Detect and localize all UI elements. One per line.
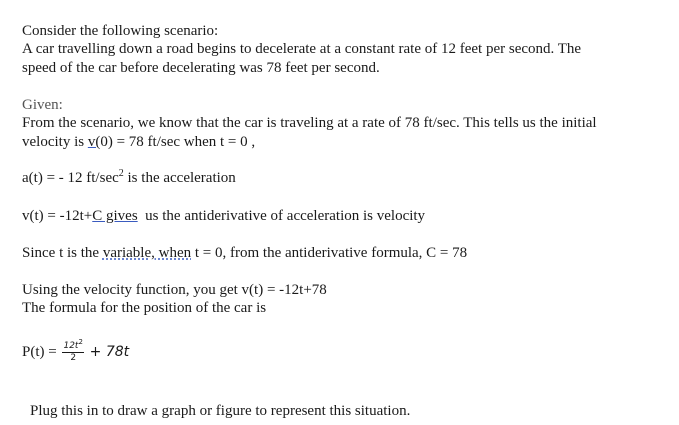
given-label: Given: bbox=[22, 97, 63, 113]
fraction-numerator: $12t^2$ bbox=[63, 338, 83, 352]
acceleration-line bbox=[22, 169, 236, 187]
intro-line-1: A car travelling down a road begins to decelerate at a constant rate of 12 feet per second. The bbox=[22, 41, 582, 57]
using-line-1: Using the velocity function, you get v(t) = -12t+78 bbox=[22, 282, 327, 298]
variable-when-dotted[interactable]: variable, when bbox=[102, 245, 192, 261]
position-fraction bbox=[62, 338, 83, 364]
position-prefix: P(t) = bbox=[22, 344, 57, 360]
acceleration-prefix: a(t) = - 12 ft/sec bbox=[22, 170, 119, 186]
since-line bbox=[22, 244, 467, 262]
position-formula bbox=[22, 338, 130, 364]
acceleration-suffix: is the acceleration bbox=[123, 170, 236, 186]
velocity-suffix: us the antiderivative of acceleration is velocity bbox=[137, 208, 426, 224]
using-line-2: The formula for the position of the car is bbox=[22, 300, 267, 316]
velocity-line bbox=[22, 207, 425, 225]
closing-line: Plug this in to draw a graph or figure to represent this situation. bbox=[30, 403, 411, 419]
acceleration-exponent: 2 bbox=[118, 168, 124, 179]
since-suffix: t = 0, from the antiderivative formula, C = 78 bbox=[191, 245, 468, 261]
given-line-2 bbox=[22, 133, 255, 151]
given-line-1: From the scenario, we know that the car is traveling at a rate of 78 ft/sec. This tells us the initial bbox=[22, 115, 597, 131]
intro-line-2: speed of the car before decelerating was 78 feet per second. bbox=[22, 60, 380, 76]
initial-velocity-link[interactable]: v( bbox=[87, 134, 101, 150]
position-suffix: + 78t bbox=[89, 344, 130, 360]
intro-heading: Consider the following scenario: bbox=[22, 23, 219, 39]
velocity-prefix: v(t) = -12t+ bbox=[22, 208, 93, 224]
velocity-constant-link[interactable]: C gives bbox=[92, 208, 138, 224]
given-line-2-prefix: velocity is bbox=[22, 134, 88, 150]
fraction-denominator: 2 bbox=[70, 353, 77, 364]
given-line-2-rest: 0) = 78 ft/sec when t = 0 , bbox=[100, 134, 256, 150]
since-prefix: Since t is the bbox=[22, 245, 103, 261]
